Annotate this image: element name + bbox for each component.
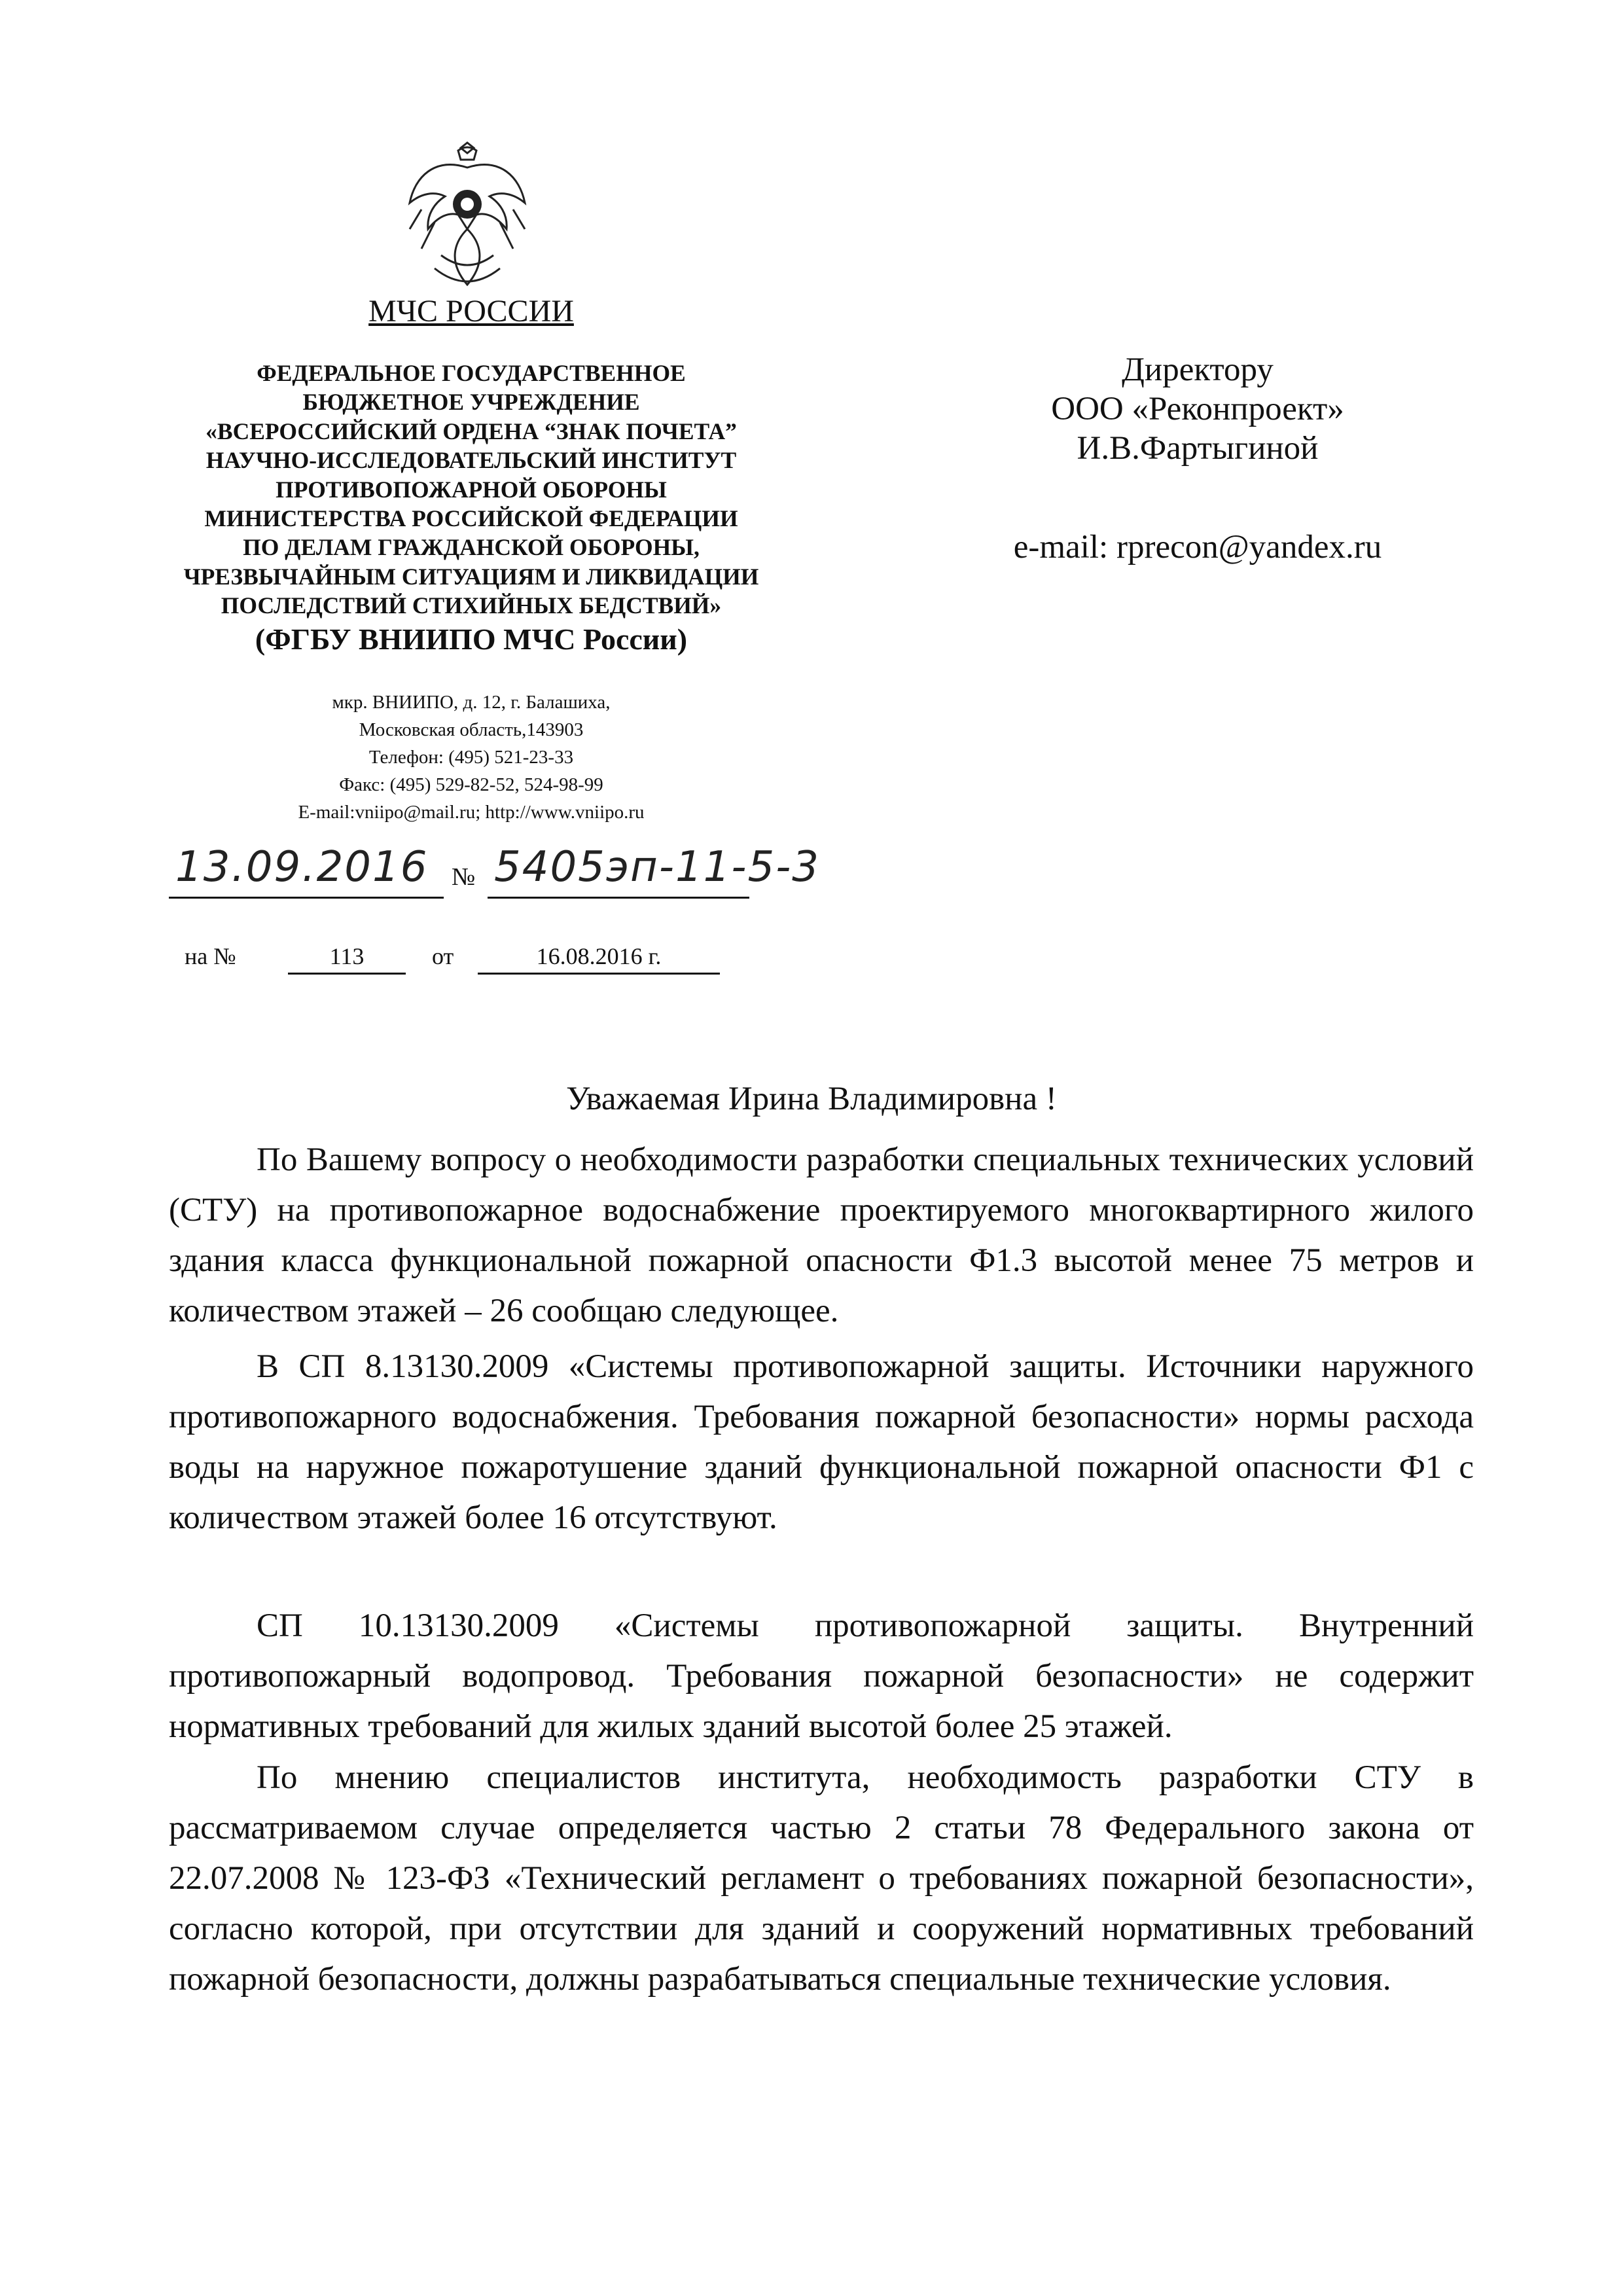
number-sign: №: [452, 863, 476, 891]
email-label: E-mail:: [298, 802, 355, 823]
date-underline: [169, 897, 444, 899]
body-paragraph: По мнению специалистов института, необходимость разработки СТУ в рассматриваемом случае определяется частью 2 статьи 78 Федерального закона от 22.07.2008 № 123-ФЗ «Технический регламент о требованиях пожарной безопасности», согласно которой, при отсутствии для зданий и сооружений нормативных требований пожарной безопасности, должны разрабатываться специальные технические условия.: [169, 1759, 1474, 1998]
org-line: ФЕДЕРАЛЬНОЕ ГОСУДАРСТВЕННОЕ: [257, 360, 686, 386]
body-paragraph: СП 10.13130.2009 «Системы противопожарной защиты. Внутренний противопожарный водопровод. Требования пожарной безопасности» не содержит нормативных требований для жилых зданий высотой более 25 этажей.: [169, 1607, 1474, 1745]
reference-date-label: от: [432, 943, 454, 969]
sender-email-link[interactable]: vniipo@mail.ru: [355, 802, 476, 823]
sender-address: [216, 689, 726, 826]
org-line: ПО ДЕЛАМ ГРАЖДАНСКОЙ ОБОРОНЫ,: [243, 534, 700, 561]
website-text: ; http://www.vniipo.ru: [475, 802, 645, 823]
organization-abbreviation: (ФГБУ ВНИИПО МЧС России): [255, 622, 688, 656]
org-line: ЧРЕЗВЫЧАЙНЫМ СИТУАЦИЯМ И ЛИКВИДАЦИИ: [183, 563, 759, 590]
address-line: Факс: (495) 529-82-52, 524-98-99: [339, 774, 603, 795]
reference-date-underline: [478, 973, 720, 975]
ministry-name: МЧС РОССИИ: [368, 294, 574, 329]
org-line: «ВСЕРОССИЙСКИЙ ОРДЕНА “ЗНАК ПОЧЕТА”: [205, 418, 737, 444]
reference-date: 16.08.2016 г.: [536, 943, 662, 969]
outgoing-date: 13.09.2016: [175, 843, 429, 891]
body-paragraph: По Вашему вопросу о необходимости разработки специальных технических условий (СТУ) на противопожарное водоснабжение проектируемого многоквартирного жилого здания класса функциональной пожарной опасности Ф1.3 высотой менее 75 метров и количеством этажей – 26 сообщаю следующее.: [169, 1141, 1474, 1329]
org-line: ПОСЛЕДСТВИЙ СТИХИЙНЫХ БЕДСТВИЙ»: [221, 592, 722, 619]
address-line: Московская область,143903: [359, 719, 584, 740]
address-line: мкр. ВНИИПО, д. 12, г. Балашиха,: [332, 692, 611, 713]
reference-label: на №: [185, 943, 236, 969]
reference-number: 113: [329, 943, 365, 969]
recipient-name: И.В.Фартыгиной: [1077, 430, 1319, 467]
org-line: ПРОТИВОПОЖАРНОЙ ОБОРОНЫ: [276, 476, 667, 503]
body-paragraph: В СП 8.13130.2009 «Системы противопожарной защиты. Источники наружного противопожарного водоснабжения. Требования пожарной безопасности» нормы расхода воды на наружное пожаротушение зданий функциональной пожарной опасности Ф1 с количеством этажей более 16 отсутствуют.: [169, 1348, 1474, 1536]
organization-full-name: [151, 359, 792, 620]
recipient-block: [929, 350, 1466, 468]
outgoing-number: 5405эп-11-5-3: [494, 843, 820, 891]
org-line: МИНИСТЕРСТВА РОССИЙСКОЙ ФЕДЕРАЦИИ: [204, 505, 738, 532]
recipient-email: e-mail: rprecon@yandex.ru: [1013, 529, 1382, 565]
org-line: БЮДЖЕТНОЕ УЧРЕЖДЕНИЕ: [302, 389, 640, 416]
reference-number-underline: [288, 973, 406, 975]
recipient-company: ООО «Реконпроект»: [1051, 391, 1344, 427]
salutation: Уважаемая Ирина Владимировна !: [566, 1081, 1057, 1117]
org-line: НАУЧНО-ИССЛЕДОВАТЕЛЬСКИЙ ИНСТИТУТ: [205, 447, 737, 474]
address-line: Телефон: (495) 521-23-33: [368, 747, 574, 768]
number-underline: [488, 897, 749, 899]
recipient-title: Директору: [1122, 351, 1274, 388]
emchs-emblem: [395, 131, 539, 295]
contact-line: [216, 798, 726, 826]
